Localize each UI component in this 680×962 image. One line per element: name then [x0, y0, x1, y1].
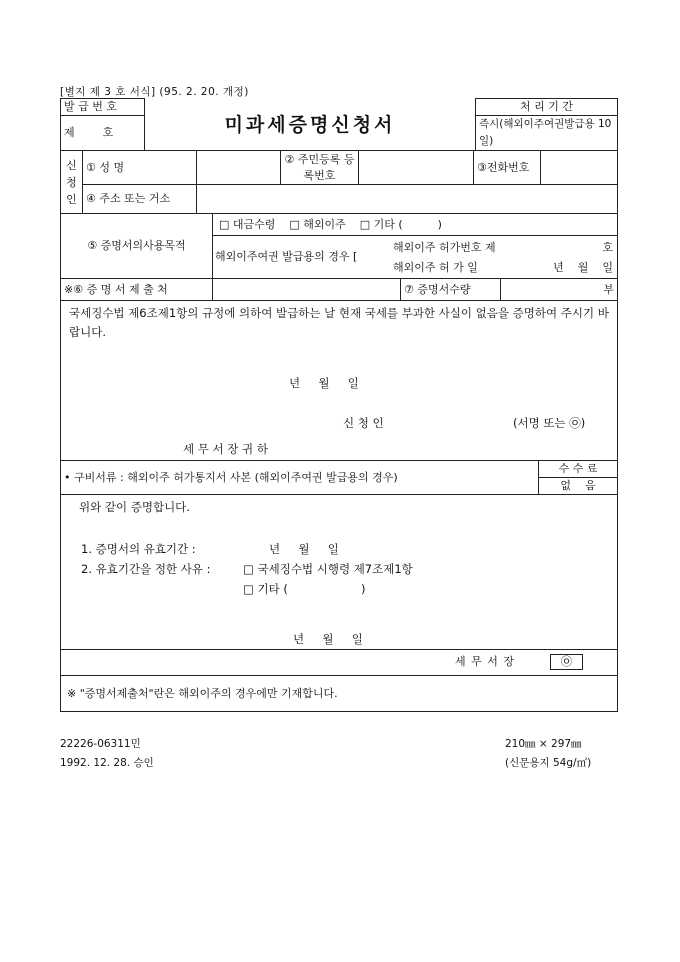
valid-period-date[interactable]: 년 월 일 [269, 542, 339, 556]
rrn-input[interactable] [359, 151, 474, 185]
passport-case-label: 해외이주여권 발급용의 경우 [ [215, 250, 358, 263]
processing-value: 즉시(해외이주여권발급용 10일) [476, 116, 618, 151]
purpose-options[interactable]: □ 대금수령 □ 해외이주 □ 기타 ( ) [213, 214, 617, 236]
phone-label: ③전화번호 [474, 151, 541, 185]
reason-option-1[interactable]: □ 국세징수법 시행령 제7조제1항 [243, 562, 413, 576]
footer-approval: 1992. 12. 28. 승인 [60, 757, 154, 769]
processing-label: 처 리 기 간 [476, 99, 618, 116]
count-label: ⑦ 증명서수량 [401, 279, 501, 301]
certification-date[interactable]: 년 월 일 [293, 632, 363, 646]
signer-row [61, 650, 618, 676]
certification-intro: 위와 같이 증명합니다. [79, 500, 190, 514]
name-label: ① 성 명 [83, 151, 197, 185]
header-table [60, 98, 618, 151]
addressee: 세 무 서 장 귀 하 [183, 442, 268, 456]
applicant-group-label [61, 151, 83, 214]
docs-table [60, 460, 618, 495]
permit-no-suffix: 호 [602, 241, 613, 254]
request-body: 국세징수법 제6조제1항의 규정에 의하여 발급하는 날 현재 국세를 부과한 사실이 없음을 증명하여 주시기 바랍니다. [69, 306, 609, 339]
request-cell [61, 301, 618, 461]
address-input[interactable] [197, 185, 618, 214]
reason-option-2[interactable]: □ 기타 ( ) [243, 582, 366, 596]
official-seal: ㉧ [550, 654, 583, 670]
fee-label: 수 수 료 [539, 461, 618, 478]
application-form [60, 98, 617, 712]
certification-cell [61, 495, 618, 650]
submission-label: ※⑥ 증 명 서 제 출 처 [61, 279, 213, 301]
passport-case [213, 236, 617, 278]
valid-period-label: 1. 증명서의 유효기간 : [81, 542, 196, 556]
signer-label: 세 무 서 장 [455, 655, 515, 668]
footer-paper: (신문용지 54g/㎡) [505, 757, 592, 769]
note: ※ "증명서제출처"란은 해외이주의 경우에만 기재합니다. [61, 676, 618, 712]
page-title: 미과세증명신청서 [224, 113, 396, 136]
count-unit[interactable]: 부 [501, 279, 618, 301]
submission-table [60, 278, 618, 301]
issue-no-label: 발 급 번 호 [61, 99, 145, 116]
purpose-table [60, 213, 618, 279]
purpose-label: ⑤ 증명서의사용목적 [61, 214, 213, 279]
footer-code: 22226-06311민 [60, 738, 141, 750]
footer-size: 210㎜ × 297㎜ [505, 738, 582, 750]
reason-label: 2. 유효기간을 정한 사유 : [81, 562, 211, 576]
applicant-sign-label: 신 청 인 [343, 416, 384, 430]
issue-no-value[interactable]: 제 호 [61, 116, 145, 151]
request-date[interactable]: 년 월 일 [289, 376, 359, 390]
purpose-options-cell [213, 214, 618, 279]
phone-input[interactable] [541, 151, 618, 185]
address-label: ④ 주소 또는 거소 [83, 185, 197, 214]
name-input[interactable] [197, 151, 281, 185]
certification-table [60, 494, 618, 712]
applicant-group-text: 신청인 [66, 158, 77, 206]
rrn-label: ② 주민등록 등록번호 [281, 151, 359, 185]
permit-date-units[interactable]: 년 월 일 [553, 261, 613, 274]
request-table [60, 300, 618, 461]
submission-input[interactable] [213, 279, 401, 301]
fee-value: 없 음 [539, 478, 618, 495]
permit-no-label: 해외이주 허가번호 제 [393, 241, 496, 254]
form-number: [별지 제 3 호 서식] (95. 2. 20. 개정) [60, 86, 249, 98]
permit-date-label: 해외이주 허 가 일 [393, 261, 478, 274]
sign-or-seal[interactable]: (서명 또는 ㉧) [513, 416, 586, 430]
required-docs: • 구비서류 : 해외이주 허가통지서 사본 (해외이주여권 발급용의 경우) [61, 461, 539, 495]
applicant-table [60, 150, 618, 214]
